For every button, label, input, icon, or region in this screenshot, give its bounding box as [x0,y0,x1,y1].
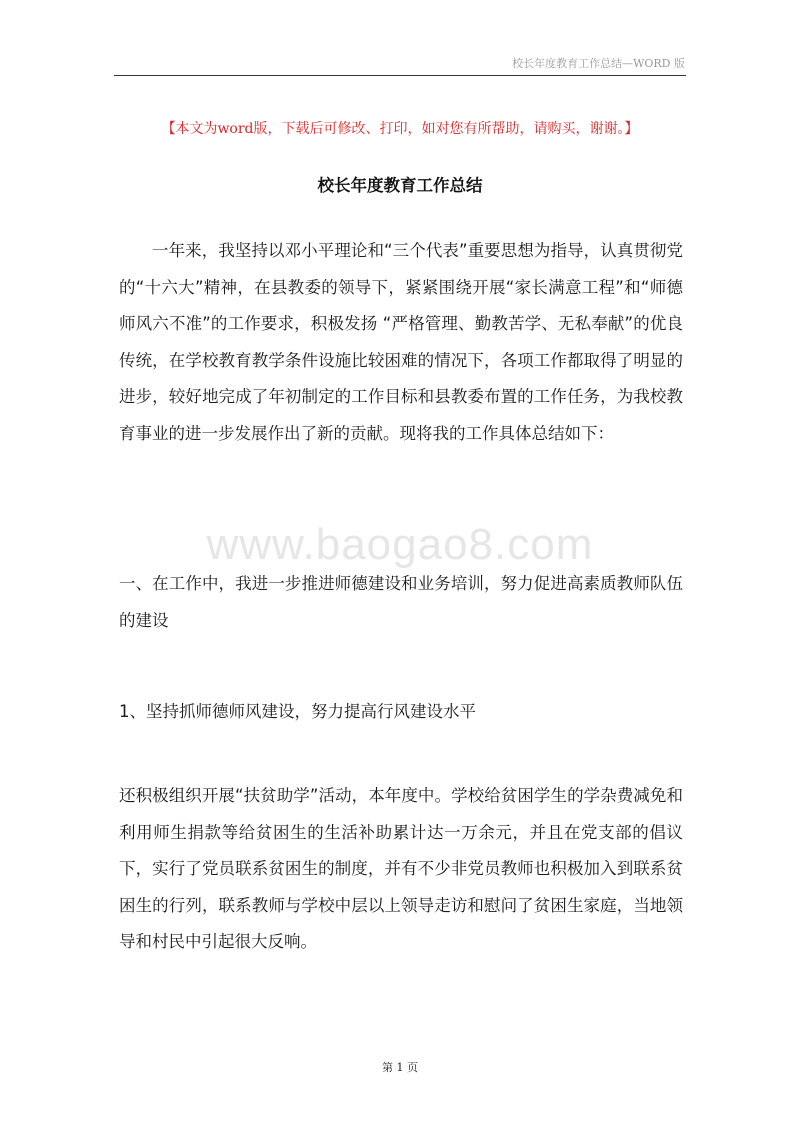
document-title: 校长年度教育工作总结 [317,176,483,195]
section-1-heading: 一、在工作中，我进一步推进师德建设和业务培训，努力促进高素质教师队伍的建设 [119,574,683,630]
subsection-1-heading: 1、坚持抓师德师风建设，努力提高行风建设水平 [119,702,476,721]
running-header-title: 校长年度教育工作总结—WORD 版 [512,57,685,70]
subsection-1-paragraph: 还积极组织开展“扶贫助学”活动，本年度中。学校给贫困学生的学杂费减免和利用师生捐款等给贫困生的生活补助累计达一万余元，并且在党支部的倡议下，实行了党员联系贫困生的制度，并有不少非党员教师也积极加入到联系贫困生的行列，联系教师与学校中层以上领导走访和慰问了贫困生家庭，当地领导和村民中引起很大反响。 [119,786,683,951]
watermark-text: www.baogao8.com [206,520,594,569]
header-divider [114,75,686,76]
intro-paragraph: 一年来，我坚持以邓小平理论和“三个代表”重要思想为指导，认真贯彻党的“十六大”精神，在县教委的领导下，紧紧围绕开展“家长满意工程”和“师德师风六不准”的工作要求，积极发扬 “严格管理、勤教苦学、无私奉献”的优良传统，在学校教育教学条件设施比较困难的情况下，各项工作都取得了明显的进步，较好地完成了年初制定的工作目标和县教委布置的工作任务，为我校教育事业的进一步发展作出了新的贡献。现将我的工作具体总结如下： [119,241,683,443]
download-notice: 【本文为word版，下载后可修改、打印，如对您有所帮助，请购买，谢谢。】 [161,121,639,137]
page-number: 第 1 页 [382,1061,418,1074]
